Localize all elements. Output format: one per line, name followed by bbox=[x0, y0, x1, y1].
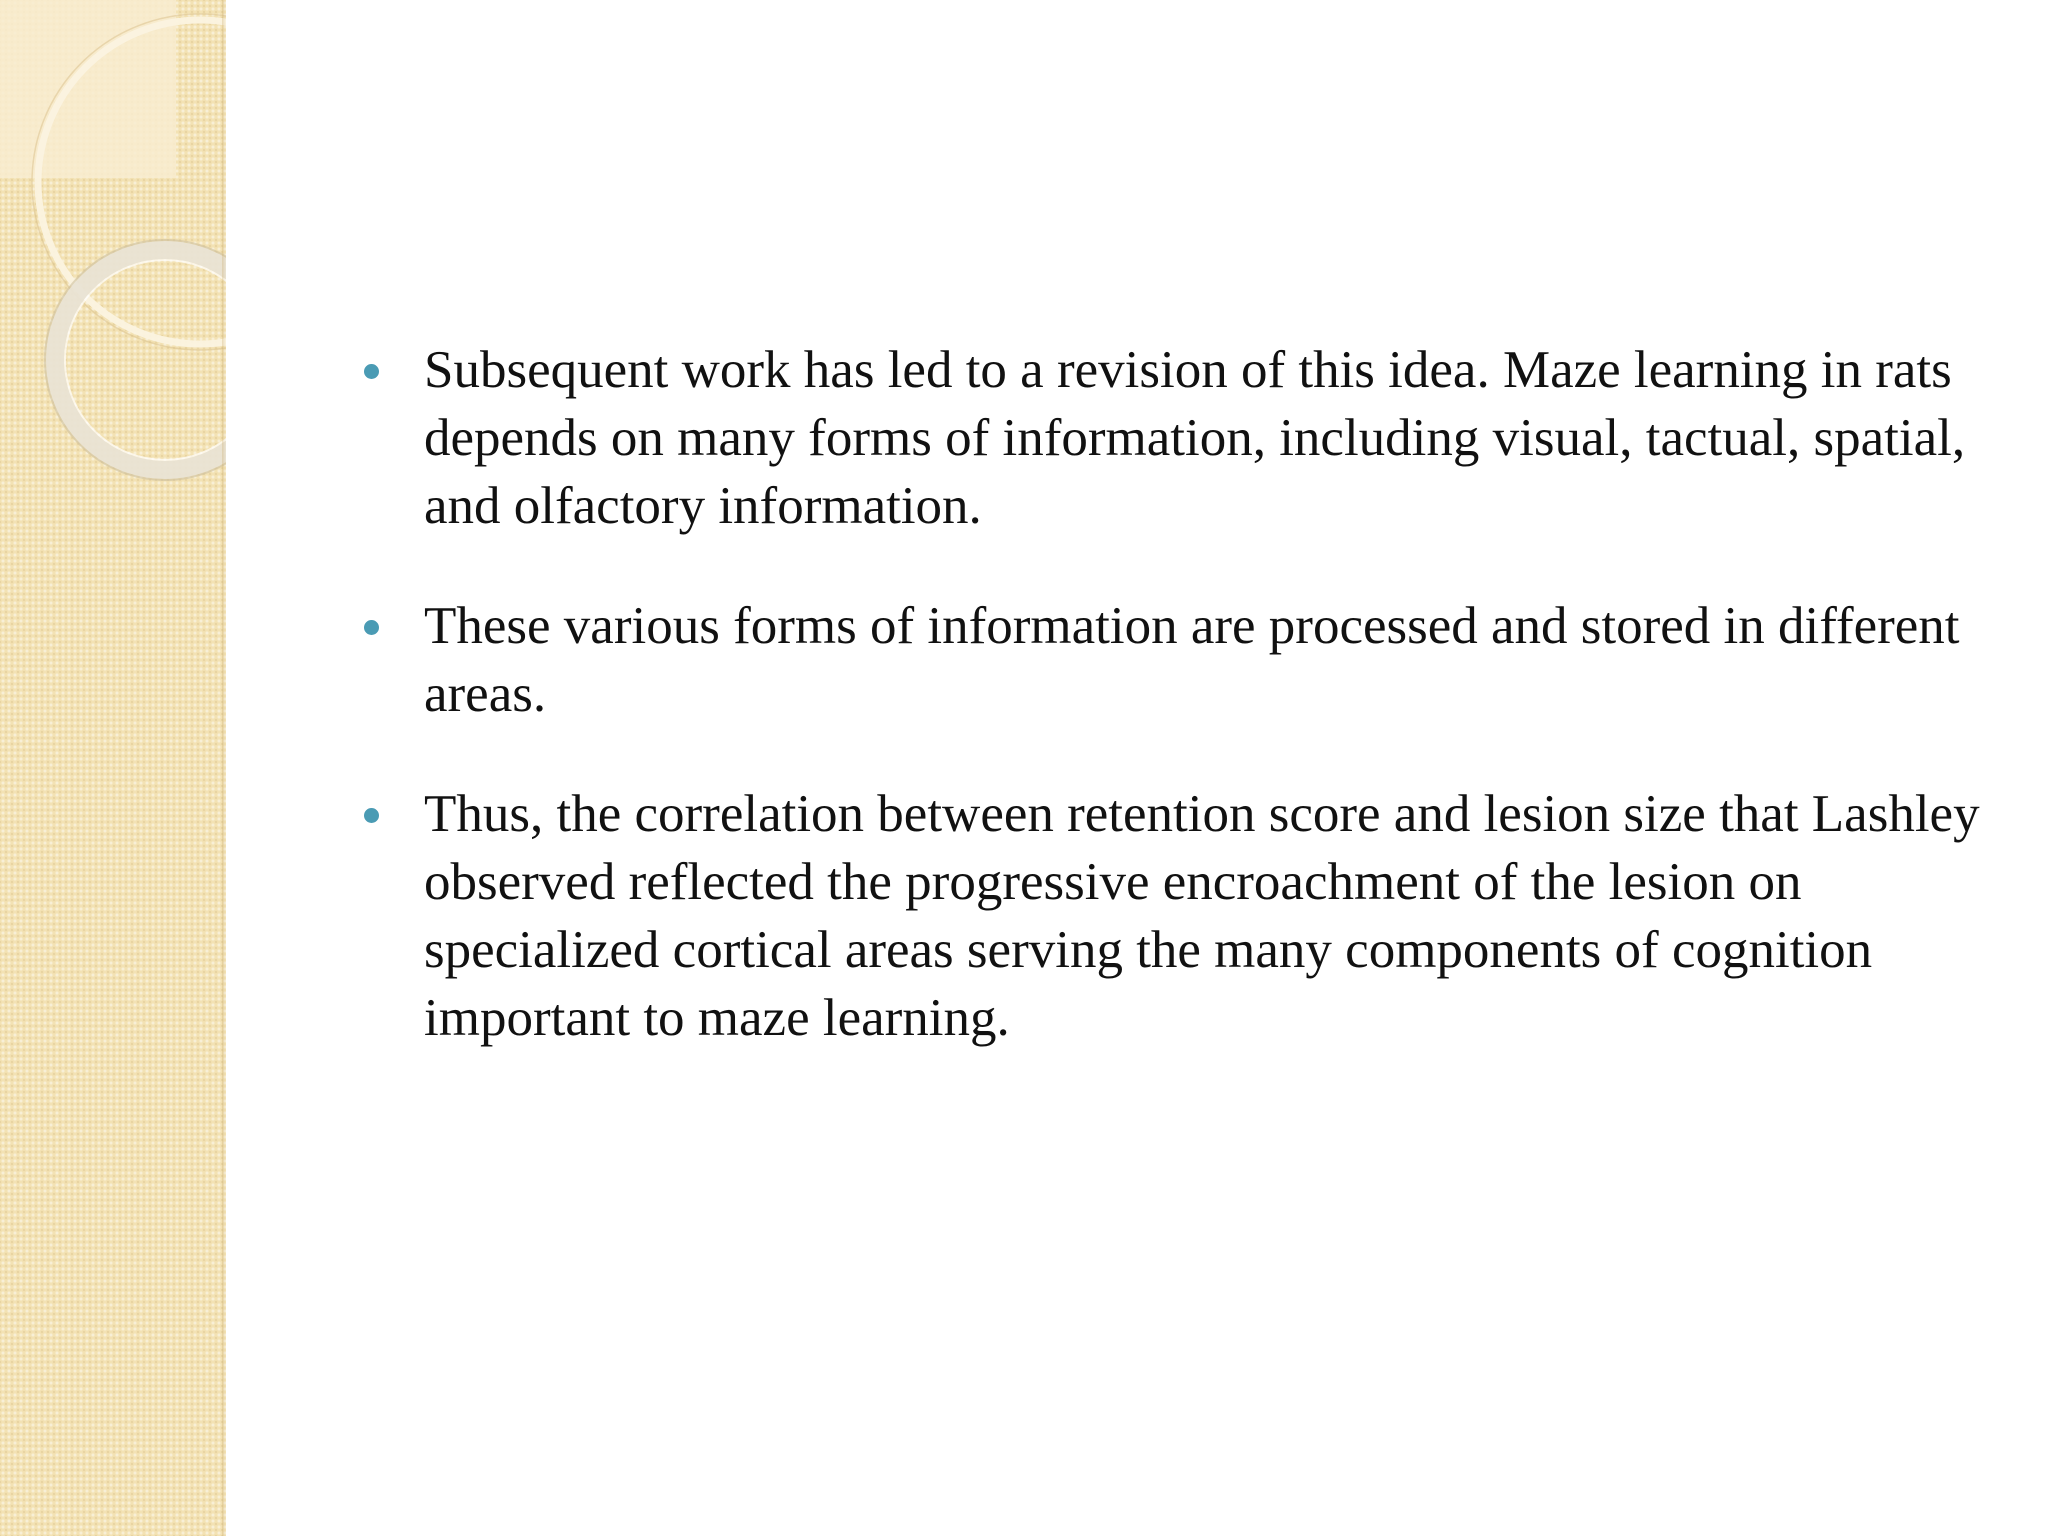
decorative-rings-graphic bbox=[0, 0, 226, 520]
bullet-item bbox=[352, 592, 1992, 728]
bullet-text: These various forms of information are processed and stored in different areas. bbox=[424, 597, 1960, 723]
bullet-dot-icon bbox=[364, 364, 379, 379]
bullet-item bbox=[352, 780, 1992, 1052]
bullet-text: Subsequent work has led to a revision of this idea. Maze learning in rats depends on many forms of information, including visual, tactual, spatial, and olfactory information. bbox=[424, 341, 1966, 535]
decorative-side-panel bbox=[0, 0, 226, 1536]
bullet-item bbox=[352, 336, 1992, 540]
side-panel-edge bbox=[222, 0, 226, 1536]
bullet-dot-icon bbox=[364, 620, 379, 635]
bullet-list bbox=[352, 336, 1992, 1104]
bullet-dot-icon bbox=[364, 808, 379, 823]
bullet-text: Thus, the correlation between retention score and lesion size that Lashley observed reflected the progressive encroachment of the lesion on specialized cortical areas serving the many components of cognition important to maze learning. bbox=[424, 785, 1980, 1047]
